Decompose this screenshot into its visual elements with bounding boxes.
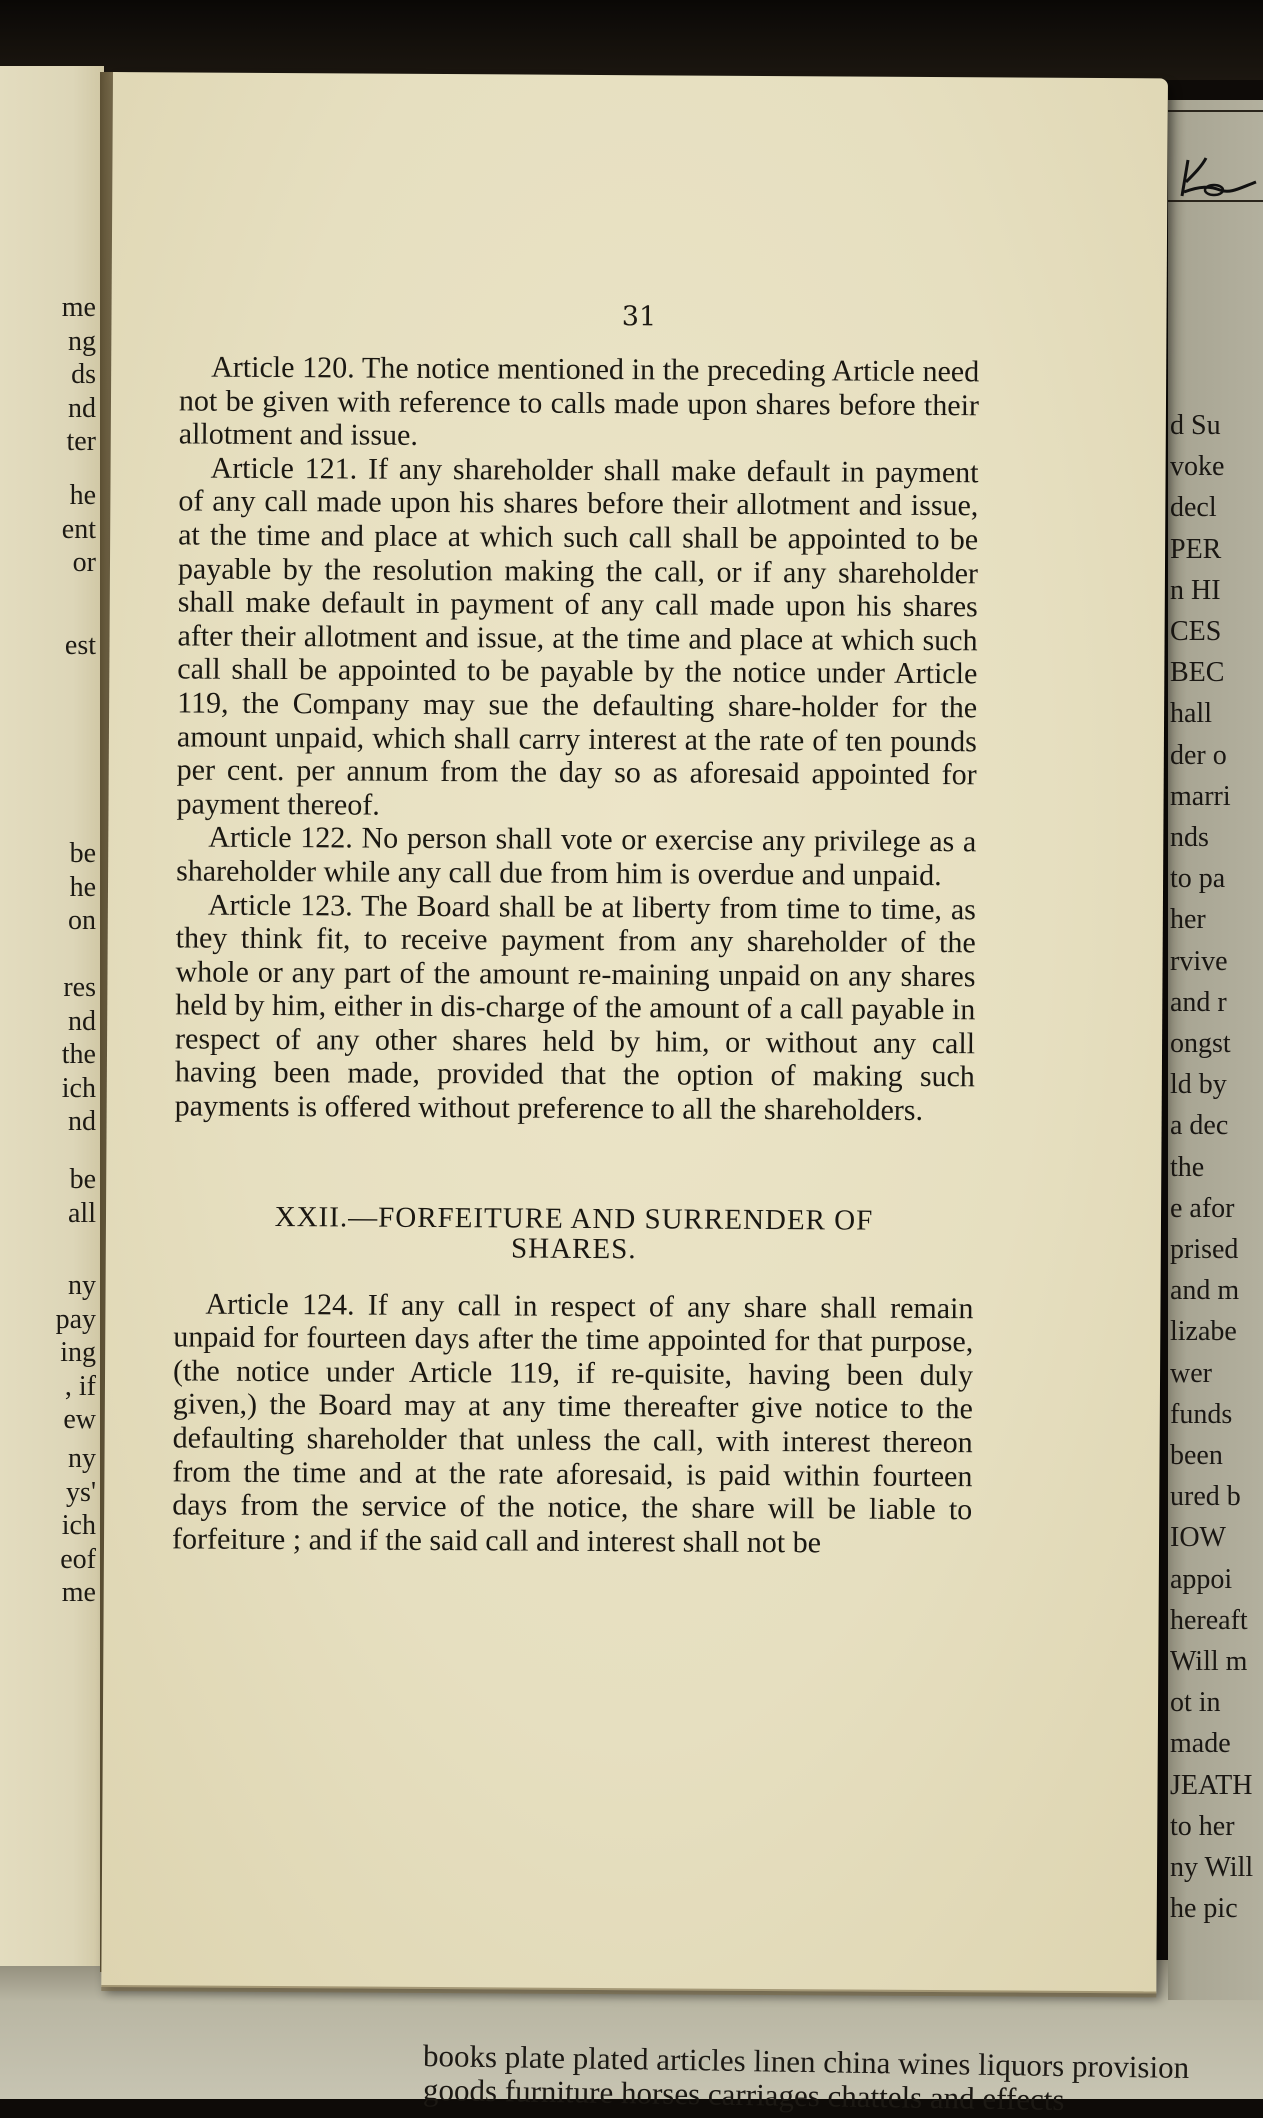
left-page-fragment: he: [69, 871, 96, 903]
right-document-fragment: ny Will: [1170, 1852, 1254, 1883]
book-page: [101, 72, 1168, 1993]
right-document-fragment: CES: [1170, 616, 1222, 647]
bottom-document-line: books plate plated articles linen china wines liquors provision: [422, 2038, 1190, 2086]
rule-line: [1168, 110, 1263, 112]
article-124: Article 124. If any call in respect of any share shall remain unpaid for fourteen days after the time appointed for that purpose, (the notice under Article 119, if re-quisite, having been duly given,) the Board may at any time thereafter give notice to the defaulting shareholder that unless the call, with interest thereon from the time and at the rate aforesaid, is paid within fourteen days from the service of the notice, the share will be liable to forfeiture ; and if the said call and interest shall not be: [171, 1287, 974, 1560]
left-page-fragment: be: [69, 838, 96, 869]
dark-backdrop: [0, 0, 1263, 80]
right-document-fragment: hereaft: [1170, 1604, 1248, 1636]
left-page-fragment: ich: [61, 1072, 96, 1104]
left-page-fragment: nd: [68, 392, 96, 424]
section-heading: [174, 1201, 974, 1266]
left-page-fragment: eof: [60, 1543, 96, 1575]
right-document-fragment: and m: [1170, 1275, 1240, 1307]
right-document-fragment: ured b: [1170, 1481, 1241, 1513]
page-number: 31: [621, 301, 657, 333]
article-121: Article 121. If any shareholder shall make default in payment of any call made upon his shares before their allotment and issue, at the time and place at which such call shall be appointed to be payable by the resolution making the call, or if any shareholder shall make default in payment of any call made upon his shares after their allotment and issue, at the time and place at which such call shall be appointed to be payable by the notice under Article 119, the Company may sue the defaulting share-holder for the amount unpaid, which shall carry interest at the rate of ten pounds per cent. per annum from the day so as aforesaid appointed for payment thereof.: [176, 451, 979, 822]
left-page-fragment: , if: [64, 1370, 96, 1402]
article-122: Article 122. No person shall vote or exercise any privilege as a shareholder while any call due from him is overdue and unpaid.: [176, 820, 977, 892]
right-document-fragment: marri: [1170, 780, 1231, 812]
right-document-fragment: n HI: [1170, 574, 1221, 606]
rule-line: [1168, 200, 1263, 202]
right-document-fragment: wer: [1170, 1357, 1212, 1389]
left-page-fragment: pay: [55, 1303, 96, 1335]
right-document-fragment: the: [1170, 1151, 1205, 1183]
left-page-fragment: ny: [68, 1443, 96, 1474]
left-page-fragment: ing: [60, 1337, 96, 1368]
right-document-fragment: voke: [1170, 451, 1225, 483]
article-123: Article 123. The Board shall be at liberty from time to time, as they think fit, to receive payment from any shareholder of the whole or any part of the amount re-maining unpaid on any shares held by him, either in dis-charge of the amount of a call payable in respect of any other shares held by him, or without any call having been made, provided that the option of making such payments is offered without preference to all the shareholders.: [174, 888, 977, 1128]
right-document-fragment: Will m: [1170, 1646, 1248, 1677]
left-page-fragment: res: [63, 972, 96, 1003]
left-page-fragment: the: [61, 1039, 96, 1070]
left-page-fragment: ich: [61, 1510, 96, 1541]
right-document-fragment: JEATH: [1170, 1769, 1253, 1801]
underlying-document-right: [1168, 100, 1263, 2000]
right-document-fragment: ld by: [1170, 1069, 1227, 1101]
right-document-fragment: PER: [1170, 533, 1222, 565]
right-document-fragment: nds: [1170, 822, 1209, 853]
left-page-fragment: ter: [66, 426, 96, 457]
left-page-fragment: on: [68, 905, 96, 936]
left-page-fragment: ent: [61, 513, 96, 545]
left-page-fragment: ys': [66, 1476, 96, 1508]
right-document-fragment: ot in: [1170, 1687, 1221, 1719]
right-document-fragment: her: [1170, 904, 1206, 936]
article-120: Article 120. The notice mentioned in the preceding Article need not be given with reference to calls made upon shares before their allotment and issue.: [178, 350, 980, 453]
bottom-document-line: goods furniture horses carriages chattels and effects: [422, 2072, 1065, 2118]
right-document-fragment: he pic: [1170, 1893, 1238, 1925]
left-page-fragment: ny: [68, 1270, 96, 1301]
right-document-fragment: and r: [1170, 986, 1227, 1018]
page-body: [172, 350, 979, 1560]
left-page-fragment: est: [64, 630, 96, 661]
right-document-fragment: der o: [1170, 739, 1227, 771]
right-document-fragment: IOW: [1170, 1522, 1226, 1554]
left-page-fragment: me: [61, 292, 96, 323]
left-page-fragment: he: [69, 480, 96, 511]
right-document-fragment: prised: [1170, 1234, 1239, 1265]
right-document-fragment: BEC: [1170, 657, 1225, 689]
right-document-fragment: been: [1170, 1440, 1223, 1471]
right-document-fragment: a dec: [1170, 1110, 1229, 1142]
left-page-fragment: ng: [68, 325, 96, 357]
section-heading-line2: SHARES.: [510, 1232, 637, 1265]
right-document-fragment: lizabe: [1170, 1316, 1237, 1348]
left-page-fragment: nd: [68, 1106, 96, 1137]
right-document-fragment: d Su: [1170, 410, 1221, 441]
section-heading-line1: XXII.—FORFEITURE AND SURRENDER OF: [274, 1200, 874, 1237]
left-facing-page: [0, 66, 104, 1966]
right-document-fragment: hall: [1170, 698, 1212, 730]
right-document-fragment: ongst: [1170, 1028, 1231, 1059]
left-page-fragment: ds: [71, 359, 96, 390]
right-document-fragment: to her: [1170, 1810, 1235, 1842]
left-page-fragment: be: [69, 1164, 96, 1195]
left-page-fragment: or: [72, 547, 96, 578]
left-page-fragment: all: [68, 1197, 96, 1229]
right-document-fragment: appoi: [1170, 1563, 1233, 1595]
right-document-fragment: decl: [1170, 492, 1217, 524]
handwritten-signature-icon: [1180, 152, 1260, 202]
left-page-fragment: nd: [68, 1005, 96, 1037]
right-document-fragment: rvive: [1170, 945, 1228, 977]
left-page-fragment: ew: [63, 1404, 96, 1435]
right-document-fragment: funds: [1170, 1398, 1233, 1430]
right-document-fragment: to pa: [1170, 863, 1226, 895]
right-document-fragment: e afor: [1170, 1192, 1235, 1224]
left-page-fragment: me: [61, 1577, 96, 1608]
right-document-fragment: made: [1170, 1728, 1231, 1760]
